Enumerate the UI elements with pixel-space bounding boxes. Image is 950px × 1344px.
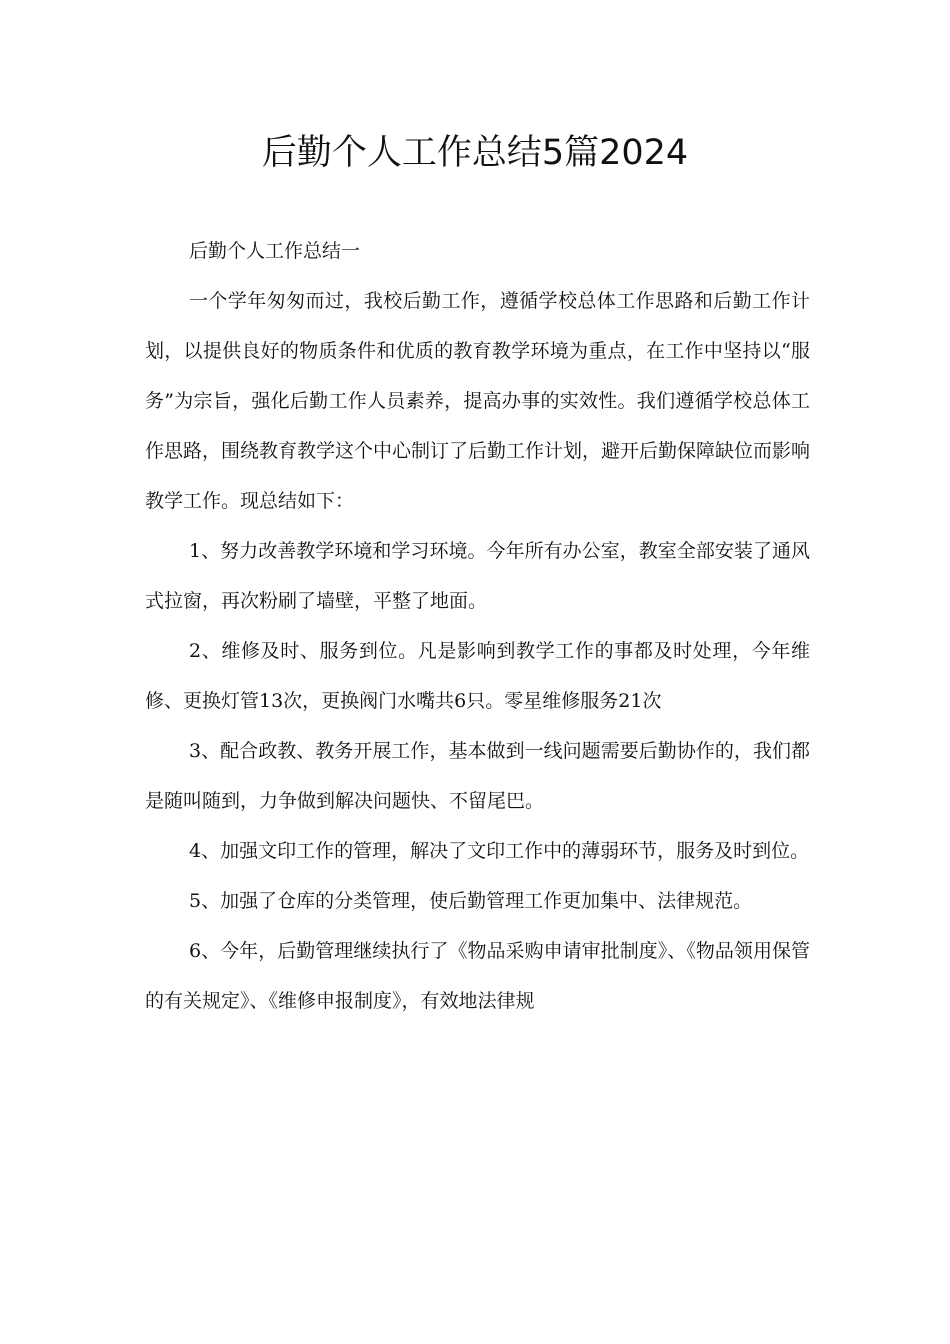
section-heading: 后勤个人工作总结一 — [189, 240, 361, 262]
document-title: 后勤个人工作总结5篇2024 — [261, 133, 689, 173]
paragraph-intro: 一个学年匆匆而过，我校后勤工作，遵循学校总体工作思路和后勤工作计划，以提供良好的物质条件和优质的教育教学环境为重点，在工作中坚持以“服务”为宗旨，强化后勤工作人员素养，提高办事的实效性。我们遵循学校总体工作思路，围绕教育教学这个中心制订了后勤工作计划，避开后勤保障缺位而影响教学工作。现总结如下： — [145, 290, 811, 512]
paragraph-item-3: 3、配合政教、教务开展工作，基本做到一线问题需要后勤协作的，我们都是随叫随到，力争做到解决问题快、不留尾巴。 — [145, 740, 810, 812]
paragraph-item-4: 4、加强文印工作的管理，解决了文印工作中的薄弱环节，服务及时到位。 — [189, 840, 810, 862]
document-body — [145, 226, 810, 1026]
paragraph-item-5: 5、加强了仓库的分类管理，使后勤管理工作更加集中、法律规范。 — [189, 890, 753, 912]
paragraph-item-6: 6、今年，后勤管理继续执行了《物品采购申请审批制度》、《物品领用保管的有关规定》、《维修申报制度》，有效地法律规 — [145, 940, 810, 1012]
paragraph-item-2: 2、维修及时、服务到位。凡是影响到教学工作的事都及时处理，今年维修、更换灯管13次，更换阀门水嘴共6只。零星维修服务21次 — [145, 640, 810, 712]
paragraph-item-1: 1、努力改善教学环境和学习环境。今年所有办公室，教室全部安装了通风式拉窗，再次粉刷了墙壁，平整了地面。 — [145, 540, 810, 612]
